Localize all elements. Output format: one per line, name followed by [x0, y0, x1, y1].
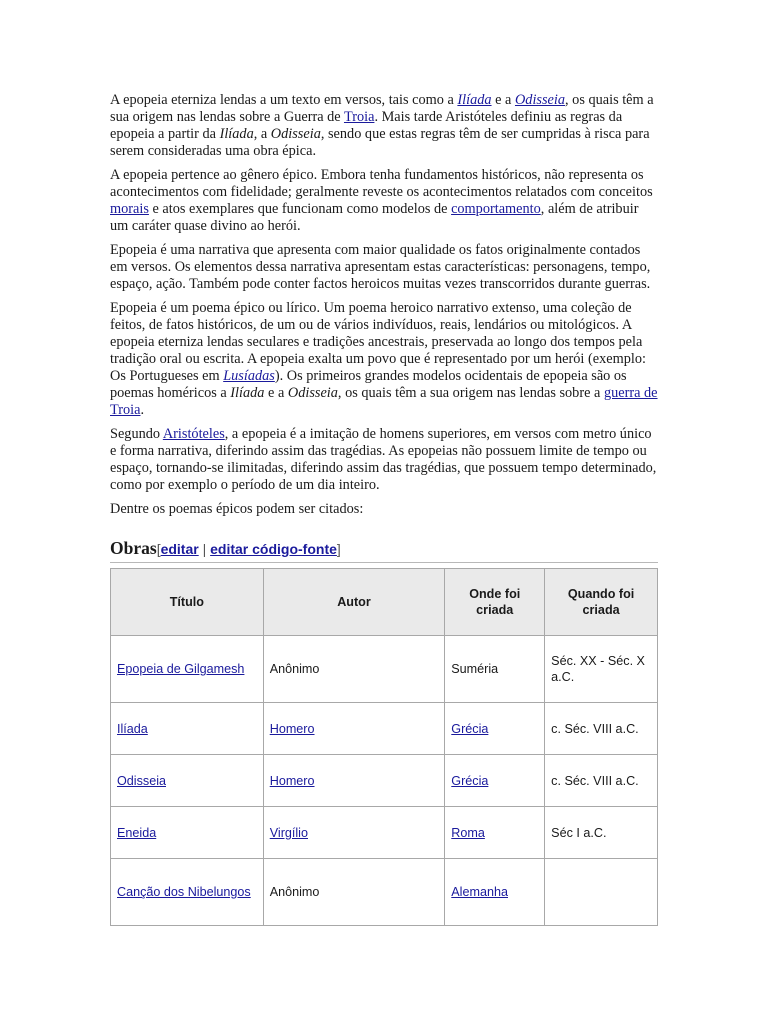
edit-link[interactable]: editar	[160, 541, 199, 557]
cell-author	[263, 807, 445, 859]
text: ). Os primeiros grandes modelos ocidentais de epopeia são os poemas homéricos a	[110, 368, 627, 401]
text: A epopeia eterniza lendas a um texto em versos, tais como a	[110, 92, 458, 108]
text: Segundo	[110, 426, 163, 442]
italic-text: Odisseia	[270, 126, 321, 142]
cell-title	[111, 636, 264, 703]
link-guerra-de-troia[interactable]: guerra de Troia	[110, 385, 658, 418]
link-work-title[interactable]: Epopeia de Gilgamesh	[117, 662, 245, 676]
text: , os quais têm a sua origem nas lendas sobre a Guerra de	[110, 92, 654, 125]
header-quando: Quando foi criada	[545, 569, 658, 636]
article-body	[110, 92, 658, 926]
cell-author	[263, 755, 445, 807]
text: e atos exemplares que funcionam como modelos de	[148, 201, 452, 217]
bracket: [	[156, 541, 161, 557]
link-iliada[interactable]: Ilíada	[457, 92, 492, 108]
header-autor: Autor	[263, 569, 445, 636]
section-heading	[110, 537, 658, 563]
cell-place	[445, 755, 545, 807]
text: , além de atribuir um caráter quase divino ao herói.	[110, 201, 639, 234]
text: , a	[253, 126, 271, 142]
table-row	[111, 859, 658, 926]
cell-title	[111, 703, 264, 755]
text: A epopeia pertence ao gênero épico. Embora tenha fundamentos históricos, não representa os acontecimentos com fidelidade; geralmente reveste os acontecimentos relatados com conceitos	[110, 167, 653, 200]
cell-author: Anônimo	[263, 859, 445, 926]
paragraph-3: Epopeia é uma narrativa que apresenta com maior qualidade os fatos originalmente contados em versos. Os elementos dessa narrativa apresentam estas características: personagens, tempo, espaço, ação. Também pode conter factos heroicos muitas vezes transcorridos durante guerras.	[110, 242, 651, 292]
cell-date: Séc. XX - Séc. X a.C.	[545, 636, 658, 703]
edit-links	[157, 541, 341, 557]
cell-author	[263, 703, 445, 755]
section-title: Obras	[110, 538, 157, 558]
link-place[interactable]: Alemanha	[451, 885, 508, 899]
italic-text: Odisseia	[287, 385, 338, 401]
link-place[interactable]: Grécia	[451, 721, 489, 736]
cell-title	[111, 755, 264, 807]
link-author[interactable]: Homero	[269, 773, 315, 788]
link-odisseia[interactable]: Odisseia	[514, 92, 566, 108]
paragraph-4	[110, 300, 658, 419]
table-row	[111, 807, 658, 859]
cell-date: c. Séc. VIII a.C.	[545, 755, 658, 807]
italic-text: Ilíada	[230, 385, 265, 401]
text: .	[140, 402, 145, 418]
link-work-title[interactable]: Eneida	[117, 825, 157, 840]
link-work-title[interactable]: Canção dos Nibelungos	[117, 885, 251, 899]
cell-title	[111, 807, 264, 859]
works-table	[110, 568, 658, 926]
cell-date: Séc I a.C.	[545, 807, 658, 859]
header-onde: Onde foi criada	[445, 569, 545, 636]
cell-date	[545, 859, 658, 926]
header-titulo: Título	[111, 569, 264, 636]
link-author[interactable]: Homero	[269, 721, 315, 736]
text: . Mais tarde Aristóteles definiu as regras da epopeia a partir da	[110, 109, 623, 142]
cell-place	[445, 807, 545, 859]
text: , os quais têm a sua origem nas lendas sobre a	[337, 385, 604, 401]
link-morais[interactable]: morais	[110, 201, 149, 217]
cell-author: Anônimo	[263, 636, 445, 703]
link-troia[interactable]: Troia	[343, 109, 375, 125]
separator: |	[198, 541, 211, 557]
cell-title	[111, 859, 264, 926]
paragraph-6: Dentre os poemas épicos podem ser citados:	[110, 501, 364, 517]
link-place[interactable]: Grécia	[451, 773, 489, 788]
text: e a	[264, 385, 288, 401]
link-work-title[interactable]: Ilíada	[117, 721, 148, 736]
edit-source-link[interactable]: editar código-fonte	[210, 541, 337, 557]
link-work-title[interactable]: Odisseia	[117, 773, 166, 788]
bracket: ]	[336, 541, 341, 557]
link-place[interactable]: Roma	[451, 825, 485, 840]
italic-text: Ilíada	[219, 126, 254, 142]
text: e a	[491, 92, 515, 108]
paragraph-1	[110, 92, 658, 160]
table-row	[111, 703, 658, 755]
text: , sendo que estas regras têm de ser cumpridas à risca para serem consideradas uma obra épica.	[110, 126, 650, 159]
cell-place	[445, 859, 545, 926]
link-lusiadas[interactable]: Lusíadas	[223, 368, 275, 384]
text: , a epopeia é a imitação de homens superiores, em versos com metro único e forma narrativa, diferindo assim das tragédias. As epopeias não possuem limite de tempo ou espaço, tornando-se ilimitadas, diferindo assim das tragédias, que possuem tempo determinado, como por exemplo o período de um dia inteiro.	[110, 426, 657, 493]
table-header-row	[111, 569, 658, 636]
link-comportamento[interactable]: comportamento	[451, 201, 541, 217]
paragraph-5	[110, 426, 658, 494]
cell-place	[445, 703, 545, 755]
cell-place: Suméria	[445, 636, 545, 703]
link-aristoteles[interactable]: Aristóteles	[162, 426, 225, 442]
table-row	[111, 755, 658, 807]
link-author[interactable]: Virgílio	[269, 825, 308, 840]
table-row	[111, 636, 658, 703]
text: Epopeia é um poema épico ou lírico. Um poema heroico narrativo extenso, uma coleção de feitos, de fatos históricos, de um ou de vários indivíduos, reais, lendários ou mitológicos. A epopeia eterniza lendas seculares e tradições ancestrais, preservada ao longo dos tempos pela tradição oral ou escrita. A epopeia exalta um povo que é representado por um herói (exemplo: Os Portugueses em	[110, 300, 646, 384]
cell-date: c. Séc. VIII a.C.	[545, 703, 658, 755]
paragraph-2	[110, 167, 658, 235]
